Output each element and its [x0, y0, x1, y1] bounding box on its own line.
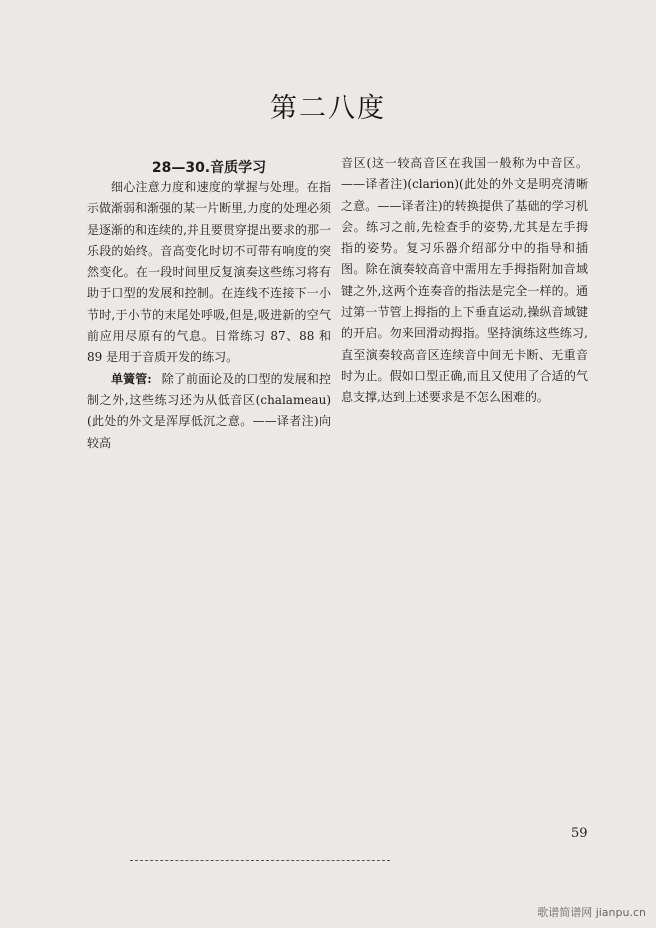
footer-divider	[130, 860, 390, 861]
paragraph-label: 单簧管:	[111, 371, 152, 386]
paragraph	[87, 369, 331, 454]
watermark: 歌谱简谱网 jianpu.cn	[537, 906, 646, 919]
right-column	[341, 153, 588, 409]
paragraph: 细心注意力度和速度的掌握与处理。在指示做渐弱和渐强的某一片断里,力度的处理必须是逐渐的和连续的,并且要贯穿提出要求的那一乐段的始终。音高变化时切不可带有响度的突然变化。在一段时间里反复演奏这些练习将有助于口型的发展和控制。在连线不连接下一小节时,于小节的末尾处呼吸,但是,吸进新的空气前应用尽原有的气息。日常练习 87、88 和 89 是用于音质开发的练习。	[87, 180, 331, 365]
paragraph: 音区(这一较高音区在我国一般称为中音区。——译者注)(clarion)(此处的外文是明亮清晰之意。——译者注)的转换提供了基础的学习机会。练习之前,先检查手的姿势,尤其是左手拇指的姿势。复习乐器介绍部分中的指导和插图。除在演奏较高音中需用左手拇指附加音域键之外,这两个连奏音的指法是完全一样的。通过第一节管上拇指的上下垂直运动,操纵音域键的开启。勿来回滑动拇指。坚持演练这些练习,直至演奏较高音区连续音中间无卡断、无重音时为止。假如口型正确,而且又使用了合适的气息支撑,达到上述要求是不怎么困难的。	[341, 156, 588, 405]
chapter-title: 第二八度	[270, 93, 386, 124]
page-number: 59	[571, 826, 588, 841]
section-heading: 28—30.音质学习	[151, 160, 267, 176]
paragraph-text: 除了前面论及的口型的发展和控制之外,这些练习还为从低音区(chalameau)(此处的外文是浑厚低沉之意。——译者注)向较高	[87, 371, 331, 450]
left-column	[87, 177, 331, 454]
